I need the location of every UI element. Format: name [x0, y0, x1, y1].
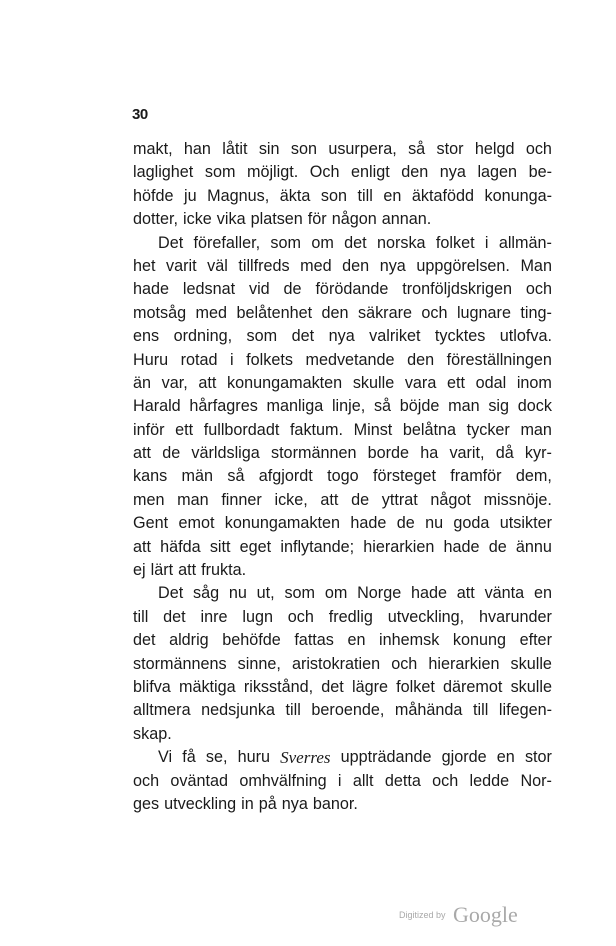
- text-line: det aldrig behöfde fattas en inhemsk konung efter: [133, 631, 552, 650]
- text-line: laglighet som möjligt. Och enligt den nya lagen be-: [133, 163, 552, 182]
- body-text: [133, 138, 552, 816]
- text-line: Huru rotad i folkets medvetande den föreställningen: [133, 350, 552, 369]
- digitized-watermark: [399, 902, 518, 928]
- text-line: Det såg nu ut, som om Norge hade att vänta en: [158, 584, 552, 603]
- text-line: blifva mäktiga riksstånd, det lägre folket däremot skulle: [133, 677, 552, 696]
- text-line: att häfda sitt eget inflytande; hierarkien hade de ännu: [133, 537, 552, 556]
- text-line: Harald hårfagres manliga linje, så böjde man sig dock: [133, 397, 552, 416]
- text-line: motsåg med belåtenhet den säkrare och lugnare ting-: [133, 303, 552, 322]
- text-line: hade ledsnat vid de förödande tronföljdskrigen och: [133, 280, 552, 299]
- text-line: men man finner icke, att de yttrat något missnöje.: [133, 490, 552, 509]
- paragraph: [133, 746, 552, 816]
- text-line: ens ordning, som det nya valriket tycktes utlofva.: [133, 327, 552, 346]
- text-line: het varit väl tillfreds med den nya uppgörelsen. Man: [133, 256, 552, 275]
- paragraph: [133, 232, 552, 583]
- paragraph: [133, 138, 552, 232]
- text-line: än var, att konungamakten skulle vara ett odal inom: [133, 373, 552, 392]
- watermark-prefix: Digitized by: [399, 910, 446, 920]
- text-line: ges utveckling in på nya banor.: [133, 794, 358, 813]
- paragraph: [133, 582, 552, 746]
- text-line: inför ett fullbordadt faktum. Minst belåtna tycker man: [133, 420, 552, 439]
- text-line: Det förefaller, som om det norska folket i allmän-: [158, 233, 552, 252]
- text-line: och oväntad omhvälfning i allt detta och ledde Nor-: [133, 771, 552, 790]
- text-line: stormännens sinne, aristokratien och hierarkien skulle: [133, 654, 552, 673]
- text-line: Vi få se, huru Sverres uppträdande gjorde en stor: [158, 748, 552, 768]
- text-line: alltmera nedsjunka till beroende, måhända till lifegen-: [133, 701, 552, 720]
- page-number: 30: [132, 106, 148, 123]
- text-line: ej lärt att frukta.: [133, 561, 247, 580]
- text-line: att de världsliga stormännen borde ha varit, då kyr-: [133, 444, 552, 463]
- text-line: skap.: [133, 724, 172, 743]
- google-logo: Google: [452, 902, 518, 927]
- text-line: till det inre lugn och fredlig utveckling, hvarunder: [133, 607, 552, 626]
- text-line: dotter, icke vika platsen för någon annan.: [133, 210, 432, 229]
- text-line: kans män så afgjordt togo försteget framför dem,: [133, 467, 552, 486]
- text-line: Gent emot konungamakten hade de nu goda utsikter: [133, 514, 552, 533]
- text-line: höfde ju Magnus, äkta son till en äktafödd konunga-: [133, 186, 552, 205]
- text-line: makt, han låtit sin son usurpera, så stor helgd och: [133, 140, 552, 158]
